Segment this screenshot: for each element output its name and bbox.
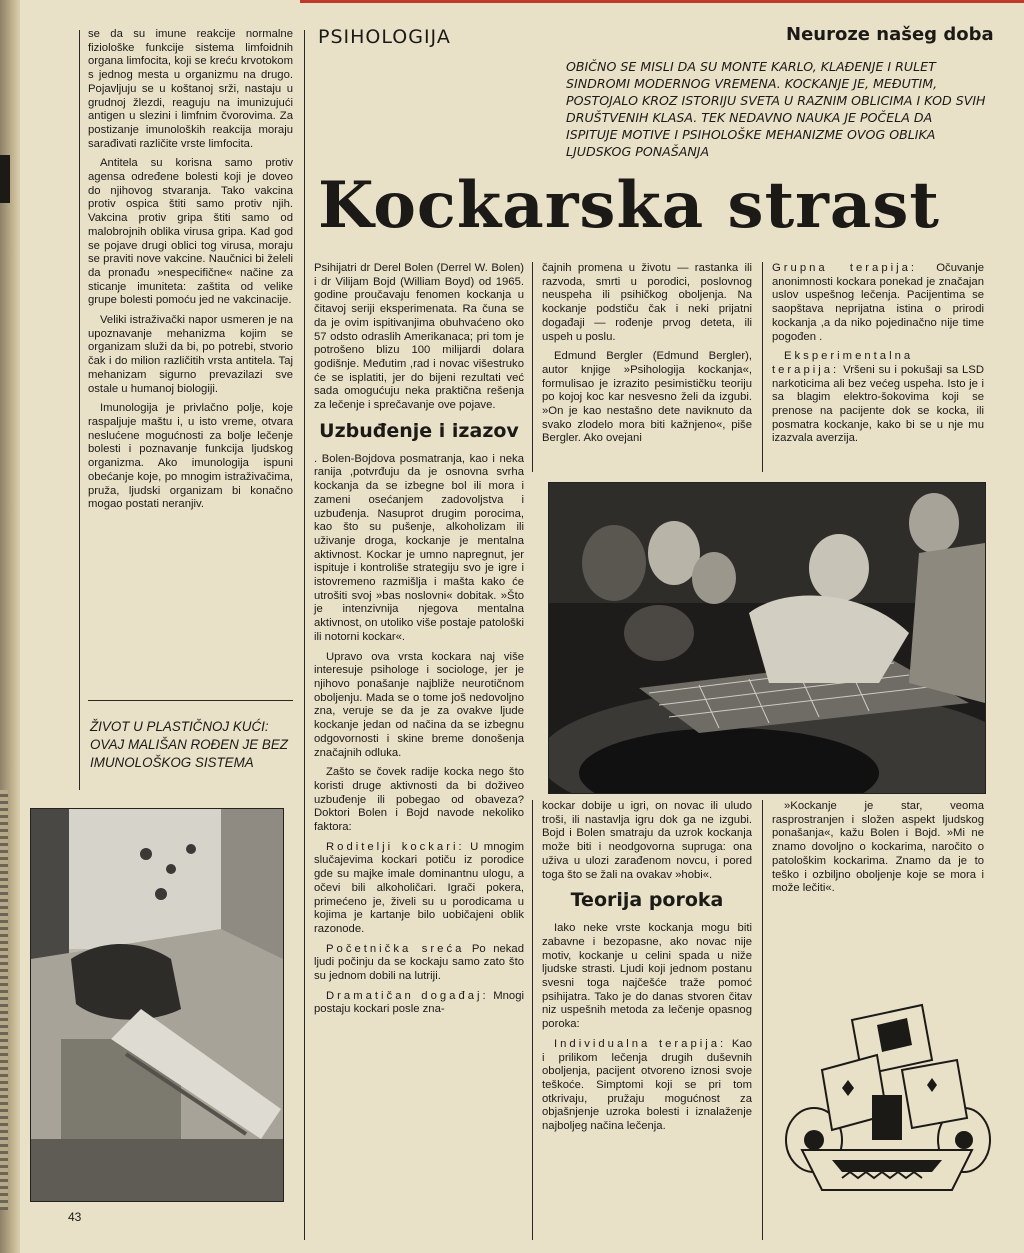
col2-list-term-2: Početnička sreća [326,942,465,955]
subhead-uzbudjenje: Uzbuđenje i izazov [319,419,519,442]
col2-paragraph-1: Psihijatri dr Derel Bolen (Derrel W. Bolen) i dr Vilijam Bojd (William Boyd) od 1965. godine proučavaju fenomen kockanja u čitavoj seriji eksperimenata. Ra čuna se da je ovim ispitivanjima obuhvaćeno oko 57 odsto odraslih Amerikanaca; pri tom je potrošeno blizu 100 milijardi dolara godišnje. Međutim ,rad i novac višestruko će se isplatiti, jer do bijeni rezultati već sada omogućuju neka praktična rešenja za lečenje i sprečavanje ove pojave. [314,262,524,412]
col3-list-text-1: Kao i prilikom lečenja drugih duševnih oboljenja, pacijent otvoreno iznosi svoje teškoće. Simptomi koji se pri tom otkrivaju, pružaju mogućnost za objašnjenje uzroka bolesti i iznalaženje najboljeg načina lečenja. [542,1037,752,1133]
left-divider-rule [304,30,305,1240]
column-3-top [542,262,752,452]
left-column [88,28,293,518]
col3-list-term-1: Individualna terapija: [554,1037,727,1050]
col2-list-item-3 [314,990,524,1017]
col2-list-item-1 [314,841,524,937]
col2-paragraph-4: Zašto se čovek radije kocka nego što koristi druge aktivnosti da bi doživeo uzbuđenje ili pobegao od obaveza? Doktori Bolen i Bojd navode nekoliko faktora: [314,766,524,834]
left-paragraph-4: Imunologija je privlačno polje, koje raspaljuje maštu i, u isto vreme, otvara neslućene mogućnosti za bolje lečenje bolesti i poznavanje funkcija ljudskog organizma. Ako imunologija ispuni obećanje koje, po mnogim istraživačima, pruža, ljudski organizam bi konačno mogao postati neranjiv. [88,402,293,511]
col4-list-item-1 [772,262,984,344]
left-column-rule [79,30,80,790]
col3-divider-bottom [762,800,763,1240]
col3-paragraph-3: kockar dobije u igri, on novac ili uludo troši, ili nastavlja igru dok ga ne izgubi. Bojd i Bolen smatraju da uzrok kockanja može biti i neodgovorna supruga: ona uživa u ulozi zarađenom novcu, i pored toga što se žali na ovakav »hobi«. [542,800,752,881]
col2-list-text-2: Po nekad ljudi počinju da se kockaju samo zato što su jednom dobili na lutriji. [314,942,524,983]
left-paragraph-2: Antitela su korisna samo protiv agensa određene bolesti koji je doveo do njihovog stvaranja. Tako vakcina protiv ospica štiti samo protiv njih. Vakcina protiv gripa štiti samo od malobrojnih oblika virusa gripa. Kad god se pojave drugi oblici tog virusa, moraju se praviti nove vakcine. Naučnici bi želeli da pronađu »nespecifične« načine za sticanje imuniteta: zaštita od velike grupe bolesti pomoću jed ne vakcinacije. [88,157,293,307]
page-number: 43 [68,1210,82,1224]
plastic-house-photo [30,808,284,1202]
series-kicker: Neuroze našeg doba [786,24,994,45]
col3-divider-top [762,262,763,472]
photo-caption: ŽIVOT U PLASTIČNOJ KUĆI: OVAJ MALIŠAN ROĐEN JE BEZ IMUNOLOŠKOG SISTEMA [90,719,288,770]
col4-list-text-2: Vršeni su i pokušaji sa LSD narkoticima ali bez većeg uspeha. Isto je i sa blagim elektro-šokovima koji se prenose na pacijente dok se kocka, ili posmatra kockanje, kako bi se u nje mu izazvala averzija. [772,363,984,445]
col3-list-item-1 [542,1038,752,1134]
section-label: PSIHOLOGIJA [318,26,451,48]
col2-list-text-1: U mnogim slučajevima kockari potiču iz porodice gde su majke imale dominantnu ulogu, a očevi bili alkoholičari. Igrači pokera, primećeno je, živeli su u porodicama u kojima je kartanje bilo uobičajeni oblik razonode. [314,840,524,935]
top-red-rule [300,0,1024,3]
previous-page-edge [0,790,8,1210]
col4-list-text-1: Očuvanje anonimnosti kockara ponekad je značajan uslov uspešnog lečenja. Pacijentima se saopštava neprijatna istina o prirodi kockanja ,a da niko pojedinačno nije time pogođen . [772,262,984,343]
col2-paragraph-2: . Bolen-Bojdova posmatranja, kao i neka ranija ,potvrđuju da je osnovna svrha kockanja da se izbegne bol ili mora i zameni osećanjem zadovoljstva i uzbuđenja. Nasuprot drugim porocima, kao što su pušenje, alkoholizam ili uživanje droga, kockanje je mentalna aktivnost. Kockar je umno napregnut, jer ispituje i kontroliše strategiju svo je igre i istovremeno razmišlja i mašta kako će utrošiti svoj »bas noslovni« dobitak. »Što je intenzivnija njegova mentalna aktivnost, on utoliko više postaje patološki ili notorni kockar«. [314,452,524,643]
col2-divider-top [532,262,533,472]
subhead-teorija-poroka: Teorija poroka [570,889,724,912]
left-paragraph-1: se da su imune reakcije normalne fiziološke funkcije sistema limfoidnih organa limfocita, koji se kreću krvotokom s jednog mesta u organizmu na drugo. Pojavljuju se u koštanoj srži, nastaju u grudnoj žlezdi, reaguju na imunizujući antigen u slezini i limfnim čvorovima. Za postizanje imunoloških reakcija moraju sarađivati različite vrste limfocita. [88,28,293,150]
col3-paragraph-2: Edmund Bergler (Edmund Bergler), autor knjige »Psihologija kockanja«, formulisao je izrazito pesimističku teoriju po kojoj koc kar nesvesno želi da izgubi. »On je kao nestašno dete naviknuto da svako zlodelo mora biti kažnjeno«, piše Bergler. Ako ovejani [542,350,752,445]
article-deck: OBIČNO SE MISLI DA SU MONTE KARLO, KLAĐENJE I RULET SINDROMI MODERNOG VREMENA. KOCKANJE JE, MEĐUTIM, POSTOJALO KROZ ISTORIJU SVETA U RAZNIM OBLICIMA I KOD SVIH DRUŠTVENIH KLASA. TEK NEDAVNO NAUKA JE POČELA DA ISPITUJE MOTIVE I PSIHOLOŠKE MEHANIZME OVOG OBLIKA LJUDSKOG PONAŠANJA [566,59,986,159]
gambling-illustration [782,1000,992,1195]
col4-paragraph-1: »Kockanje je star, veoma rasprostranjen i složen aspekt ljudskog ponašanja«, kažu Bolen i Bojd. »Mi ne znamo dovoljno o kockarima, naročito o patološkim kockarima. Znamo da je to teško i ozbiljno oboljenje koje se mora i može lečiti«. [772,800,984,895]
col2-divider-bottom [532,800,533,1240]
previous-page-mark [0,155,10,203]
article-title: Kockarska strast [318,168,940,243]
column-3-bottom [542,800,752,1140]
roulette-photo [548,482,986,794]
gambling-illustration-art [782,1000,992,1195]
col2-list-term-3: Dramatičan događaj: [326,989,489,1002]
col3-paragraph-4: Iako neke vrste kockanja mogu biti zabavne i bezopasne, ako novac nije motiv, kockanje u celini spada u niže ljudske strasti. Ljudi koji jednom postanu svesni toga najčešće traže pomoć psihijatra. Tako je do danas stvoren čitav niz uspešnih metoda za lečenje opasnog poroka: [542,922,752,1031]
plastic-house-photo-art [31,809,283,1201]
col4-list-item-2 [772,350,984,446]
col2-list-term-1: Roditelji kockari: [326,840,465,853]
column-4-bottom [772,800,984,902]
column-2 [314,262,524,1023]
col4-list-term-2: Eksperimentalna terapija: [772,350,914,376]
roulette-photo-art [549,483,985,793]
col2-list-item-2 [314,943,524,984]
col3-paragraph-1: čajnih promena u životu — rastanka ili razvoda, smrti u porodici, poslovnog neuspeha ili psihičkog oboljenja. Na kockanje podstiču čak i neki prijatni događaji — rođenje prvog deteta, ili uspeh u poslu. [542,262,752,343]
col2-paragraph-3: Upravo ova vrsta kockara naj više interesuje psihologe i sociologe, jer je njihovo ponašanje najbliže neurotičnom oboljenju. Mada se o tome još nedovoljno zna, veruje se da je za ovakve ljude kockanje jedan od načina da se izbegnu odgovornosti i skine breme donošenja značajnih odluka. [314,650,524,759]
col2-list-text-3: Mnogi postaju kockari posle zna- [314,989,524,1016]
left-paragraph-3: Veliki istraživački napor usmeren je na upoznavanje mehanizma kojim se organizam služi da bi, po potrebi, stvorio čak i do milion različitih vrsta antitela. Taj mehanizam sigurno prevazilazi sve ostale u humanoj biologiji. [88,314,293,395]
column-4-top [772,262,984,452]
left-caption-rule [88,700,293,701]
col4-list-term-1: Grupna terapija: [772,262,918,274]
